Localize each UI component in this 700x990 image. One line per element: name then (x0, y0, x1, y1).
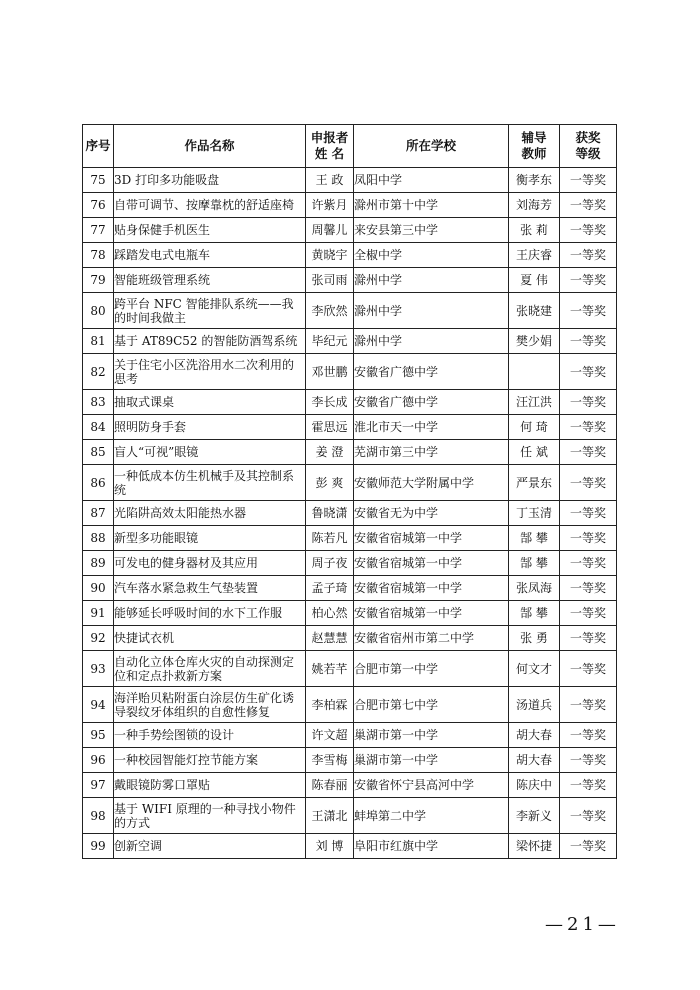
cell-school: 全椒中学 (354, 243, 509, 268)
cell-award: 一等奖 (560, 415, 617, 440)
cell-school: 凤阳中学 (354, 168, 509, 193)
cell-award: 一等奖 (560, 687, 617, 723)
cell-applicant: 黄晓宇 (306, 243, 354, 268)
cell-name: 一种低成本仿生机械手及其控制系统 (114, 465, 306, 501)
cell-no: 82 (83, 354, 114, 390)
table-row (83, 576, 617, 601)
cell-applicant: 邓世鹏 (306, 354, 354, 390)
cell-name: 关于住宅小区洗浴用水二次利用的思考 (114, 354, 306, 390)
cell-applicant: 李雪梅 (306, 748, 354, 773)
cell-tutor: 李新义 (509, 798, 560, 834)
cell-no: 86 (83, 465, 114, 501)
cell-award: 一等奖 (560, 218, 617, 243)
cell-school: 芜湖市第三中学 (354, 440, 509, 465)
cell-applicant: 张司雨 (306, 268, 354, 293)
table-row (83, 218, 617, 243)
cell-tutor: 张晓建 (509, 293, 560, 329)
table-row (83, 834, 617, 859)
cell-name: 一种校园智能灯控节能方案 (114, 748, 306, 773)
cell-no: 87 (83, 501, 114, 526)
cell-school: 安徽省宿州市第二中学 (354, 626, 509, 651)
cell-name: 基于 WIFI 原理的一种寻找小物件的方式 (114, 798, 306, 834)
cell-award: 一等奖 (560, 551, 617, 576)
table-row (83, 354, 617, 390)
cell-tutor: 郜 攀 (509, 526, 560, 551)
cell-applicant: 周馨儿 (306, 218, 354, 243)
header-tutor: 辅导 教师 (509, 125, 560, 168)
table-row (83, 193, 617, 218)
cell-award: 一等奖 (560, 293, 617, 329)
header-school: 所在学校 (354, 125, 509, 168)
cell-name: 一种手势绘图锁的设计 (114, 723, 306, 748)
cell-applicant: 孟子琦 (306, 576, 354, 601)
cell-tutor: 衡孝东 (509, 168, 560, 193)
cell-tutor: 任 斌 (509, 440, 560, 465)
cell-name: 创新空调 (114, 834, 306, 859)
cell-tutor: 汤道兵 (509, 687, 560, 723)
cell-name: 新型多功能眼镜 (114, 526, 306, 551)
cell-name: 戴眼镜防雾口罩贴 (114, 773, 306, 798)
cell-award: 一等奖 (560, 268, 617, 293)
table-row (83, 773, 617, 798)
cell-applicant: 柏心然 (306, 601, 354, 626)
cell-no: 80 (83, 293, 114, 329)
cell-tutor: 王庆睿 (509, 243, 560, 268)
cell-school: 淮北市天一中学 (354, 415, 509, 440)
cell-name: 可发电的健身器材及其应用 (114, 551, 306, 576)
cell-award: 一等奖 (560, 601, 617, 626)
cell-no: 93 (83, 651, 114, 687)
cell-no: 89 (83, 551, 114, 576)
table-row (83, 390, 617, 415)
table-row (83, 329, 617, 354)
cell-applicant: 姚若芊 (306, 651, 354, 687)
cell-tutor: 何 琦 (509, 415, 560, 440)
cell-tutor: 何文才 (509, 651, 560, 687)
cell-tutor: 张凤海 (509, 576, 560, 601)
cell-school: 安徽省宿城第一中学 (354, 601, 509, 626)
cell-award: 一等奖 (560, 526, 617, 551)
cell-award: 一等奖 (560, 390, 617, 415)
cell-applicant: 李长成 (306, 390, 354, 415)
cell-name: 基于 AT89C52 的智能防酒驾系统 (114, 329, 306, 354)
cell-tutor: 胡大春 (509, 723, 560, 748)
table-row (83, 526, 617, 551)
cell-name: 照明防身手套 (114, 415, 306, 440)
cell-no: 99 (83, 834, 114, 859)
cell-applicant: 陈若凡 (306, 526, 354, 551)
table-row (83, 601, 617, 626)
cell-name: 自带可调节、按摩靠枕的舒适座椅 (114, 193, 306, 218)
cell-tutor (509, 354, 560, 390)
table-header-row (83, 125, 617, 168)
header-no: 序号 (83, 125, 114, 168)
cell-name: 快捷试衣机 (114, 626, 306, 651)
table-row (83, 168, 617, 193)
cell-applicant: 赵慧慧 (306, 626, 354, 651)
table-row (83, 723, 617, 748)
cell-tutor: 樊少娟 (509, 329, 560, 354)
cell-award: 一等奖 (560, 440, 617, 465)
cell-applicant: 彭 爽 (306, 465, 354, 501)
cell-no: 81 (83, 329, 114, 354)
cell-name: 能够延长呼吸时间的水下工作服 (114, 601, 306, 626)
table-row (83, 465, 617, 501)
cell-award: 一等奖 (560, 834, 617, 859)
cell-no: 96 (83, 748, 114, 773)
cell-no: 95 (83, 723, 114, 748)
cell-award: 一等奖 (560, 465, 617, 501)
cell-no: 94 (83, 687, 114, 723)
cell-name: 抽取式课桌 (114, 390, 306, 415)
table-row (83, 268, 617, 293)
cell-applicant: 许紫月 (306, 193, 354, 218)
table-row (83, 798, 617, 834)
cell-name: 踩踏发电式电瓶车 (114, 243, 306, 268)
cell-applicant: 王潇北 (306, 798, 354, 834)
cell-no: 85 (83, 440, 114, 465)
cell-award: 一等奖 (560, 576, 617, 601)
cell-school: 合肥市第一中学 (354, 651, 509, 687)
cell-tutor: 汪江洪 (509, 390, 560, 415)
cell-applicant: 李欣然 (306, 293, 354, 329)
cell-school: 安徽师范大学附属中学 (354, 465, 509, 501)
cell-award: 一等奖 (560, 773, 617, 798)
cell-applicant: 刘 博 (306, 834, 354, 859)
cell-award: 一等奖 (560, 723, 617, 748)
table-body (83, 168, 617, 859)
cell-tutor: 陈庆中 (509, 773, 560, 798)
cell-award: 一等奖 (560, 243, 617, 268)
cell-applicant: 鲁晓潇 (306, 501, 354, 526)
cell-award: 一等奖 (560, 168, 617, 193)
cell-tutor: 夏 伟 (509, 268, 560, 293)
header-award: 获奖 等级 (560, 125, 617, 168)
cell-name: 贴身保健手机医生 (114, 218, 306, 243)
cell-award: 一等奖 (560, 193, 617, 218)
cell-school: 安徽省无为中学 (354, 501, 509, 526)
cell-award: 一等奖 (560, 501, 617, 526)
cell-school: 安徽省宿城第一中学 (354, 576, 509, 601)
cell-applicant: 王 政 (306, 168, 354, 193)
cell-no: 75 (83, 168, 114, 193)
cell-tutor: 丁玉清 (509, 501, 560, 526)
table-row (83, 551, 617, 576)
cell-school: 安徽省宿城第一中学 (354, 526, 509, 551)
cell-school: 蚌埠第二中学 (354, 798, 509, 834)
cell-no: 97 (83, 773, 114, 798)
cell-applicant: 李柏霖 (306, 687, 354, 723)
cell-name: 汽车落水紧急救生气垫装置 (114, 576, 306, 601)
page-number: —21— (545, 914, 620, 935)
table-row (83, 415, 617, 440)
header-name: 作品名称 (114, 125, 306, 168)
table-row (83, 748, 617, 773)
table-row (83, 293, 617, 329)
cell-name: 跨平台 NFC 智能排队系统——我的时间我做主 (114, 293, 306, 329)
cell-school: 滁州中学 (354, 329, 509, 354)
table-row (83, 440, 617, 465)
cell-school: 安徽省怀宁县高河中学 (354, 773, 509, 798)
table-row (83, 651, 617, 687)
cell-name: 盲人“可视”眼镜 (114, 440, 306, 465)
cell-no: 90 (83, 576, 114, 601)
cell-name: 3D 打印多功能吸盘 (114, 168, 306, 193)
cell-name: 海洋贻贝粘附蛋白涂层仿生矿化诱导裂纹牙体组织的自愈性修复 (114, 687, 306, 723)
cell-school: 阜阳市红旗中学 (354, 834, 509, 859)
cell-school: 安徽省宿城第一中学 (354, 551, 509, 576)
cell-name: 智能班级管理系统 (114, 268, 306, 293)
cell-applicant: 毕纪元 (306, 329, 354, 354)
cell-award: 一等奖 (560, 626, 617, 651)
cell-applicant: 周子夜 (306, 551, 354, 576)
table-row (83, 626, 617, 651)
cell-no: 78 (83, 243, 114, 268)
cell-tutor: 张 勇 (509, 626, 560, 651)
table-row (83, 501, 617, 526)
cell-name: 自动化立体仓库火灾的自动探测定位和定点扑救新方案 (114, 651, 306, 687)
cell-tutor: 郜 攀 (509, 551, 560, 576)
cell-award: 一等奖 (560, 748, 617, 773)
awards-table (82, 124, 617, 859)
cell-school: 来安县第三中学 (354, 218, 509, 243)
cell-tutor: 张 莉 (509, 218, 560, 243)
cell-tutor: 刘海芳 (509, 193, 560, 218)
cell-no: 88 (83, 526, 114, 551)
cell-tutor: 胡大春 (509, 748, 560, 773)
cell-applicant: 姜 澄 (306, 440, 354, 465)
cell-name: 光陷阱高效太阳能热水器 (114, 501, 306, 526)
table-row (83, 243, 617, 268)
cell-award: 一等奖 (560, 798, 617, 834)
cell-school: 滁州中学 (354, 293, 509, 329)
cell-tutor: 郜 攀 (509, 601, 560, 626)
cell-school: 合肥市第七中学 (354, 687, 509, 723)
cell-no: 76 (83, 193, 114, 218)
table-row (83, 687, 617, 723)
cell-school: 安徽省广德中学 (354, 390, 509, 415)
cell-award: 一等奖 (560, 354, 617, 390)
cell-applicant: 霍思远 (306, 415, 354, 440)
cell-no: 91 (83, 601, 114, 626)
cell-school: 安徽省广德中学 (354, 354, 509, 390)
cell-no: 79 (83, 268, 114, 293)
header-applicant: 申报者 姓 名 (306, 125, 354, 168)
cell-no: 98 (83, 798, 114, 834)
cell-school: 滁州中学 (354, 268, 509, 293)
cell-school: 巢湖市第一中学 (354, 748, 509, 773)
cell-no: 92 (83, 626, 114, 651)
cell-tutor: 严景东 (509, 465, 560, 501)
cell-no: 84 (83, 415, 114, 440)
cell-no: 83 (83, 390, 114, 415)
cell-award: 一等奖 (560, 329, 617, 354)
cell-school: 巢湖市第一中学 (354, 723, 509, 748)
cell-applicant: 许文超 (306, 723, 354, 748)
cell-applicant: 陈春丽 (306, 773, 354, 798)
cell-award: 一等奖 (560, 651, 617, 687)
cell-no: 77 (83, 218, 114, 243)
cell-tutor: 梁怀捷 (509, 834, 560, 859)
cell-school: 滁州市第十中学 (354, 193, 509, 218)
